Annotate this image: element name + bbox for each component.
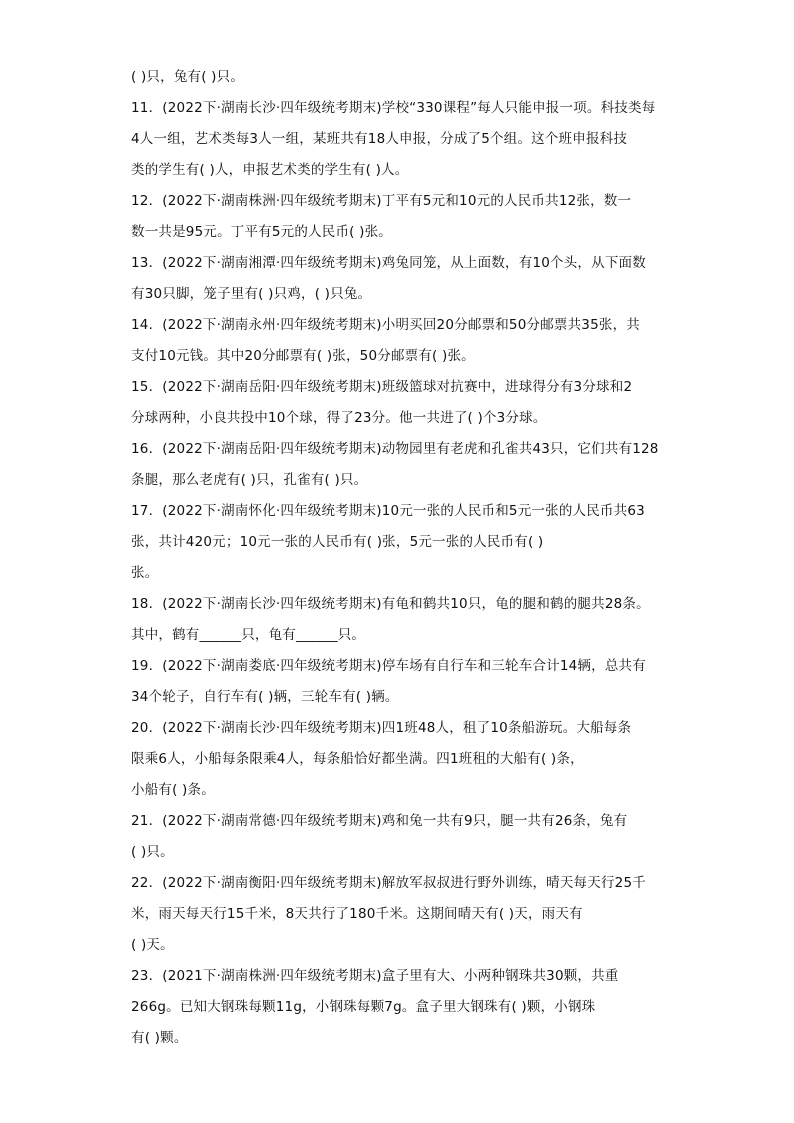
question-19-line: 19．(2022下·湖南娄底·四年级统考期末)停车场有自行车和三轮车合计14辆，总共有 — [131, 658, 646, 674]
question-14-line: 14．(2022下·湖南永州·四年级统考期末)小明买回20分邮票和50分邮票共35张，共 — [131, 317, 640, 333]
text-line: 分球两种，小良共投中10个球，得了23分。他一共进了( )个3分球。 — [131, 410, 547, 426]
question-21-line: 21．(2022下·湖南常德·四年级统考期末)鸡和兔一共有9只，腿一共有26条，兔有 — [131, 813, 628, 829]
text-line: ( )只，兔有( )只。 — [131, 69, 245, 85]
text-line: ( )只。 — [131, 844, 174, 860]
text-line: 小船有( )条。 — [131, 782, 215, 798]
question-17-line: 17．(2022下·湖南怀化·四年级统考期末)10元一张的人民币和5元一张的人民币共63 — [131, 503, 645, 519]
text-line: 支付10元钱。其中20分邮票有( )张，50分邮票有( )张。 — [131, 348, 475, 364]
question-18-line: 18．(2022下·湖南长沙·四年级统考期末)有龟和鹤共10只，龟的腿和鹤的腿共28条。 — [131, 596, 650, 612]
question-15-line: 15．(2022下·湖南岳阳·四年级统考期末)班级篮球对抗赛中，进球得分有3分球和2 — [131, 379, 633, 395]
question-list — [131, 62, 671, 1054]
text-line: ( )天。 — [131, 937, 174, 953]
text-line: 266g。已知大钢珠每颗11g，小钢珠每颗7g。盒子里大钢珠有( )颗，小钢珠 — [131, 999, 596, 1015]
question-12-line: 12．(2022下·湖南株洲·四年级统考期末)丁平有5元和10元的人民币共12张，数一 — [131, 193, 632, 209]
text-line: 其中，鹤有______只，龟有______只。 — [131, 627, 366, 643]
text-line: 34个轮子，自行车有( )辆，三轮车有( )辆。 — [131, 689, 399, 705]
question-11-line: 11．(2022下·湖南长沙·四年级统考期末)学校“330课程”每人只能申报一项。科技类每 — [131, 100, 656, 116]
question-13-line: 13．(2022下·湖南湘潭·四年级统考期末)鸡兔同笼，从上面数，有10个头，从下面数 — [131, 255, 646, 271]
question-20-line: 20．(2022下·湖南长沙·四年级统考期末)四1班48人，租了10条船游玩。大船每条 — [131, 720, 632, 736]
question-22-line: 22．(2022下·湖南衡阳·四年级统考期末)解放军叔叔进行野外训练，晴天每天行25千 — [131, 875, 646, 891]
text-line: 条腿，那么老虎有( )只，孔雀有( )只。 — [131, 472, 368, 488]
text-line: 类的学生有( )人，申报艺术类的学生有( )人。 — [131, 162, 409, 178]
question-16-line: 16．(2022下·湖南岳阳·四年级统考期末)动物园里有老虎和孔雀共43只，它们共有128 — [131, 441, 659, 457]
text-line: 有( )颗。 — [131, 1030, 188, 1046]
text-line: 张。 — [131, 565, 159, 581]
text-line: 数一共是95元。丁平有5元的人民币( )张。 — [131, 224, 392, 240]
text-line: 张，共计420元；10元一张的人民币有( )张，5元一张的人民币有( ) — [131, 534, 544, 550]
text-line: 4人一组，艺术类每3人一组，某班共有18人申报，分成了5个组。这个班申报科技 — [131, 131, 628, 147]
question-23-line: 23．(2021下·湖南株洲·四年级统考期末)盒子里有大、小两种钢珠共30颗，共重 — [131, 968, 619, 984]
text-line: 有30只脚，笼子里有( )只鸡，( )只兔。 — [131, 286, 372, 302]
text-line: 米，雨天每天行15千米，8天共行了180千米。这期间晴天有( )天，雨天有 — [131, 906, 583, 922]
text-line: 限乘6人，小船每条限乘4人，每条船恰好都坐满。四1班租的大船有( )条， — [131, 751, 584, 767]
